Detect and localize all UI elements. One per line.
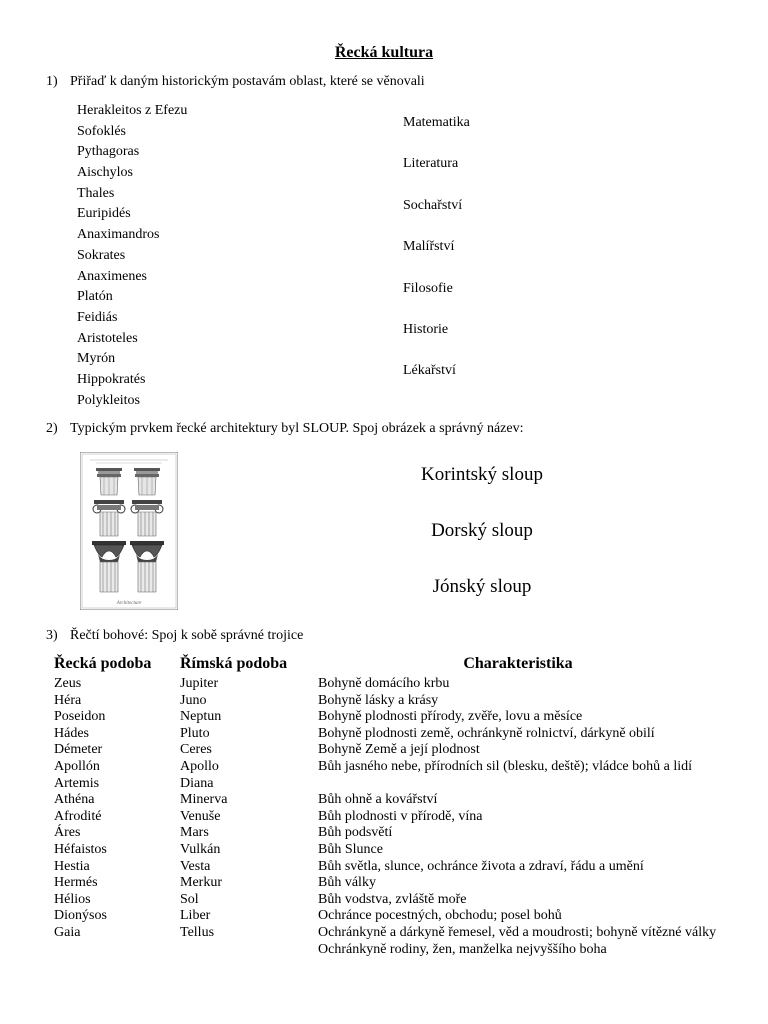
characteristic: Bůh podsvětí [318, 825, 393, 841]
figure-name: Anaximenes [77, 268, 147, 284]
greek-name: Hélios [54, 891, 91, 907]
roman-name: Jupiter [180, 676, 219, 691]
roman-name: Ceres [180, 742, 212, 758]
header-roman: Římská podoba [180, 655, 288, 672]
question-1-number: 1) [46, 74, 58, 89]
table-row [48, 693, 718, 710]
figure-name: Aischylos [77, 165, 133, 181]
table-row [48, 792, 718, 809]
figure-name: Feidiás [77, 309, 118, 325]
field-name: Lékařství [403, 363, 456, 379]
figure-name: Polykleitos [77, 392, 141, 408]
field-name: Literatura [403, 156, 459, 172]
question-2-text: Typickým prvkem řecké architektury byl SLOUP. Spoj obrázek a správný název: [70, 421, 524, 436]
table-row [48, 759, 718, 776]
field-name: Matematika [403, 115, 470, 130]
greek-columns-illustration [80, 452, 178, 610]
roman-name: Venuše [180, 808, 221, 824]
table-row [48, 942, 718, 959]
gods-table [48, 653, 718, 958]
field-name: Historie [403, 321, 449, 337]
characteristic: Bohyně lásky a krásy [318, 692, 439, 708]
roman-name: Tellus [180, 924, 215, 940]
characteristic: Bohyně plodnosti země, ochránkyně rolnictví, dárkyně obilí [318, 725, 655, 741]
question-3-text: Řečtí bohové: Spoj k sobě správné trojice [70, 628, 304, 643]
greek-name: Zeus [54, 676, 82, 691]
table-row [48, 859, 718, 876]
column-name: Jónský sloup [432, 576, 532, 597]
table-row [48, 809, 718, 826]
characteristic: Ochránkyně rodiny, žen, manželka nejvyššího boha [318, 941, 607, 957]
figure-name: Sokrates [77, 247, 126, 263]
roman-name: Diana [180, 775, 214, 791]
figure-name: Hippokratés [77, 371, 146, 387]
question-3 [46, 628, 303, 644]
roman-name: Apollo [180, 758, 219, 774]
table-row [48, 742, 718, 759]
column-names-list [404, 458, 560, 626]
characteristic: Bohyně plodnosti přírody, zvěře, lovu a měsíce [318, 709, 583, 725]
figure-name: Euripidés [77, 206, 131, 222]
greek-name: Poseidon [54, 709, 106, 725]
figure-name: Thales [77, 185, 115, 201]
table-row [48, 892, 718, 909]
greek-name: Áres [54, 825, 81, 841]
characteristic: Bůh vodstva, zvláště moře [318, 891, 467, 907]
characteristic: Ochránkyně a dárkyně řemesel, věd a moudrosti; bohyně vítězné války [318, 924, 717, 940]
header-greek: Řecká podoba [54, 655, 152, 672]
figure-name: Herakleitos z Efezu [77, 103, 188, 118]
table-row [48, 875, 718, 892]
characteristic: Ochránce pocestných, obchodu; posel bohů [318, 908, 562, 924]
figure-name: Sofoklés [77, 123, 126, 139]
characteristic: Bůh ohně a kovářství [318, 792, 438, 808]
question-3-number: 3) [46, 628, 58, 643]
table-row [48, 908, 718, 925]
characteristic: Bůh Slunce [318, 841, 383, 857]
figure-name: Platón [77, 289, 113, 305]
greek-name: Apollón [54, 758, 100, 774]
greek-name: Démeter [54, 742, 103, 758]
header-characteristics: Charakteristika [463, 655, 573, 672]
roman-name: Mars [180, 825, 209, 841]
greek-name: Hádes [54, 725, 89, 741]
greek-name: Dionýsos [54, 908, 107, 924]
greek-name: Hestia [54, 858, 90, 874]
roman-name: Juno [180, 692, 207, 708]
question-2-number: 2) [46, 421, 58, 436]
column-name: Dorský sloup [431, 520, 533, 541]
figure-name: Aristoteles [77, 330, 138, 346]
roman-name: Merkur [180, 875, 222, 891]
field-name: Filosofie [403, 280, 453, 296]
greek-name: Hermés [54, 875, 98, 891]
greek-name: Héra [54, 692, 82, 708]
figure-name: Myrón [77, 351, 116, 367]
table-row [48, 726, 718, 743]
characteristic: Bůh jasného nebe, přírodních sil (blesku, deště); vládce bohů a lidí [318, 758, 693, 774]
characteristic: Bohyně domácího krbu [318, 676, 450, 691]
table-row [48, 709, 718, 726]
table-row [48, 825, 718, 842]
roman-name: Vulkán [180, 841, 221, 857]
historical-figures-list [77, 101, 187, 411]
roman-name: Pluto [180, 725, 210, 741]
question-1 [46, 74, 425, 90]
field-name: Malířství [403, 239, 455, 255]
table-row [48, 925, 718, 942]
table-row [48, 842, 718, 859]
greek-name: Afrodité [54, 808, 102, 824]
greek-name: Gaia [54, 924, 81, 940]
illustration-caption: Architecture [116, 601, 142, 606]
roman-name: Neptun [180, 709, 222, 725]
roman-name: Liber [180, 908, 211, 924]
field-name: Sochařství [403, 197, 463, 213]
characteristic: Bůh světla, slunce, ochránce života a zdraví, řádu a umění [318, 858, 644, 874]
characteristic: Bohyně Země a její plodnost [318, 742, 480, 758]
figure-name: Anaximandros [77, 227, 160, 243]
fields-list [403, 113, 470, 403]
figure-name: Pythagoras [77, 144, 140, 160]
empty-cell [174, 942, 312, 959]
page-title: Řecká kultura [334, 44, 434, 61]
question-1-text: Přiřaď k daným historickým postavám oblast, které se věnovali [70, 74, 425, 89]
greek-name: Héfaistos [54, 841, 107, 857]
greek-name: Artemis [54, 775, 100, 791]
roman-name: Minerva [180, 792, 228, 808]
table-header-row [48, 653, 718, 676]
roman-name: Vesta [180, 858, 211, 874]
column-name: Korintský sloup [421, 464, 543, 485]
characteristic: Bůh války [318, 875, 376, 891]
empty-cell [48, 942, 174, 959]
question-2 [46, 421, 524, 437]
greek-name: Athéna [54, 792, 95, 808]
roman-name: Sol [180, 891, 199, 907]
characteristic: Bůh plodnosti v přírodě, vína [318, 808, 483, 824]
table-row [48, 676, 718, 693]
